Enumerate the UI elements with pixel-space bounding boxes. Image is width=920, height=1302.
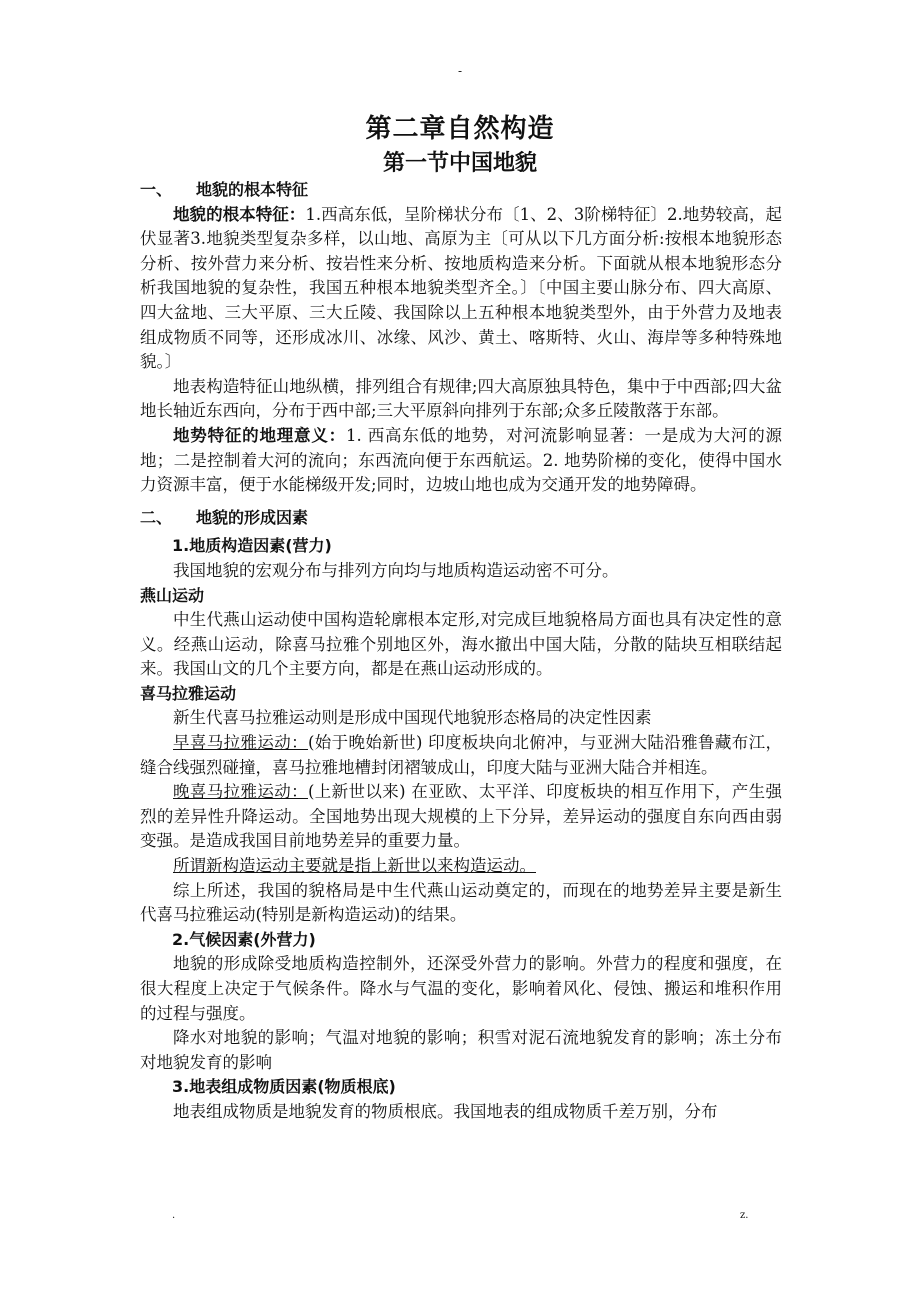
chapter-title: 第二章自然构造 [365,114,555,144]
paragraph-text: (上新世以来) 在亚欧、太平洋、印度板块的相互作用下，产生强烈的差异性升降运动。全国地势出现大规模的上下分异，差异运动的强度自东向西由弱变强。是造成我国目前地势差异的重要力量。 [140,782,783,851]
document-body [140,178,782,1125]
paragraph-lead: 地势特征的地理意义： [173,425,346,445]
paragraph-basic-features [140,203,782,375]
paragraph-terrain-significance [140,424,782,498]
footer-left-mark: . [172,1210,176,1221]
paragraph-climate-effects: 降水对地貌的影响；气温对地貌的影响；积雪对泥石流地貌发育的影响；冻土分布对地貌发育的影响 [140,1028,782,1072]
paragraph-text: 1.西高东低，呈阶梯状分布〔1、2、3阶梯特征〕2.地势较高，起伏显著3.地貌类型复杂多样，以山地、高原为主〔可从以下几方面分析:按根本地貌形态分析、按外营力来分析、按岩性来分析、按地质构造来分析。下面就从根本地貌形态分析我国地貌的复杂性，我国五种根本地貌类型齐全。〕〔中国主要山脉分布、四大高原、四大盆地、三大平原、三大丘陵、我国除以上五种根本地貌类型外，由于外营力及地表组成物质不同等，还形成冰川、冰缘、风沙、黄土、喀斯特、火山、海岸等多种特殊地貌。〕 [140,204,782,372]
paragraph-text: 1. 西高东低的地势，对河流影响显著：一是成为大河的源地；二是控制着大河的流向；东西流向便于东西航运。2. 地势阶梯的变化，使得中国水力资源丰富，便于水能梯级开发;同时，边坡山地也成为交通开发的地势障碍。 [140,425,782,495]
yanshan-heading: 燕山运动 [140,585,205,605]
paragraph-geologic: 我国地貌的宏观分布与排列方向均与地质构造运动密不可分。 [173,560,619,580]
neotectonic-text: 所谓新构造运动主要就是指上新世以来构造运动。 [173,856,536,876]
late-himalaya-label: 晚喜马拉雅运动： [173,782,308,802]
paragraph-lead: 地貌的根本特征： [173,204,306,224]
paragraph-himalaya: 新生代喜马拉雅运动则是形成中国现代地貌形态格局的决定性因素 [173,708,652,728]
himalaya-heading: 喜马拉雅运动 [140,683,237,703]
subsection-geologic-heading: 1.地质构造因素(营力) [172,536,332,556]
early-himalaya-label: 早喜马拉雅运动： [173,733,308,753]
subsection-climate-heading: 2.气候因素(外营力) [172,929,316,949]
section-title: 第一节中国地貌 [382,150,537,176]
footer-right-mark: z. [740,1210,749,1221]
paragraph-neotectonic [140,854,782,879]
paragraph-summary: 综上所述，我国的貌格局是中生代燕山运动奠定的，而现在的地势差异主要是新生代喜马拉雅运动(特别是新构造运动)的结果。 [140,880,782,925]
paragraph-text: (始于晚始新世) 印度板块向北俯冲，与亚洲大陆沿雅鲁藏布江，缝合线强烈碰撞，喜马拉雅地槽封闭褶皱成山，印度大陆与亚洲大陆合并相连。 [140,733,783,777]
subsection-material-heading: 3.地表组成物质因素(物质根底) [172,1077,396,1097]
paragraph-material: 地表组成物质是地貌发育的物质根底。我国地表的组成物质千差万别，分布 [173,1101,718,1121]
paragraph-early-himalaya [140,731,782,780]
paragraph-climate: 地貌的形成除受地质构造控制外，还深受外营力的影响。外营力的程度和强度，在很大程度上决定于气候条件。降水与气温的变化，影响着风化、侵蚀、搬运和堆积作用的过程与强度。 [140,954,782,1023]
part2-heading: 二、 地貌的形成因素 [140,507,309,527]
paragraph-yanshan: 中生代燕山运动使中国构造轮廓根本定形,对完成巨地貌格局方面也具有决定性的意义。经燕山运动，除喜马拉雅个别地区外，海水撤出中国大陆，分散的陆块互相联结起来。我国山文的几个主要方向，都是在燕山运动形成的。 [140,610,782,679]
paragraph-late-himalaya [140,780,782,854]
part1-heading: 一、 地貌的根本特征 [140,180,309,199]
header-mark: - [457,64,463,78]
paragraph-structure-features: 地表构造特征山地纵横，排列组合有规律;四大高原独具特色，集中于中西部;四大盆地长轴近东西向，分布于西中部;三大平原斜向排列于东部;众多丘陵散落于东部。 [140,376,782,421]
